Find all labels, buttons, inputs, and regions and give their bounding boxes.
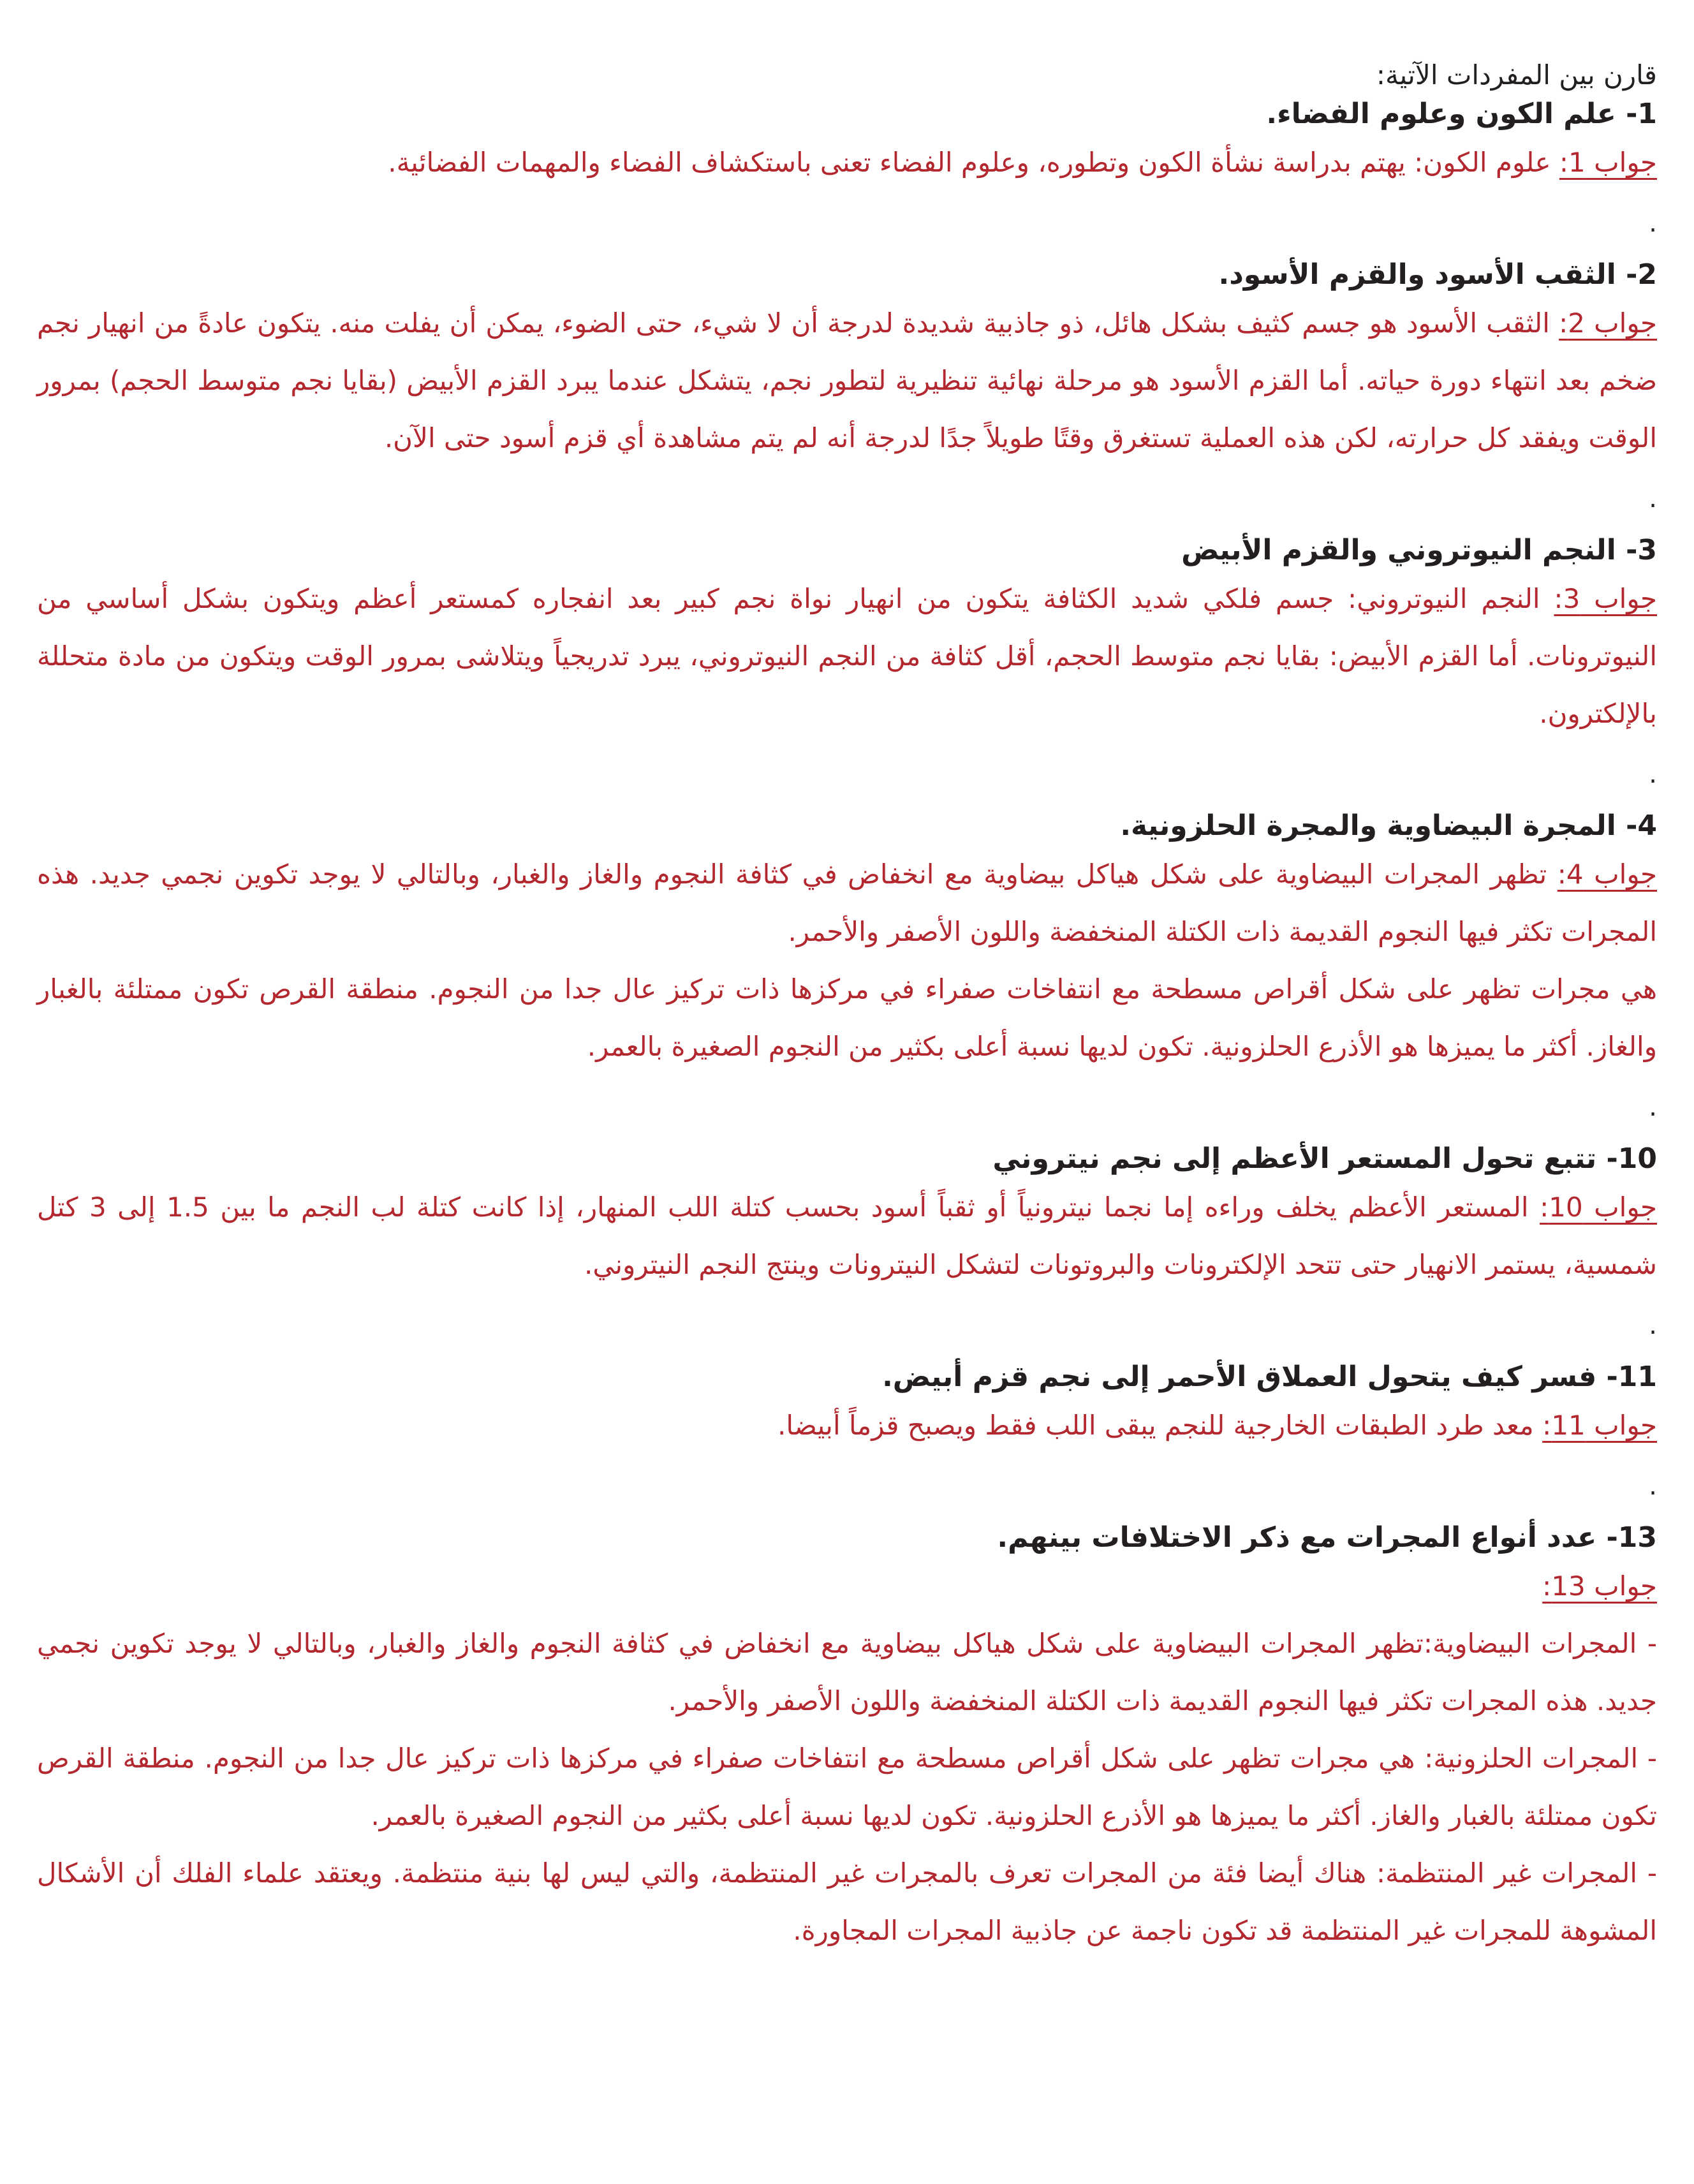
- qa-item-2: [37, 255, 1657, 531]
- answer-11: [37, 1397, 1657, 1454]
- qa-item-3: [37, 531, 1657, 806]
- answer-text-10: المستعر الأعظم يخلف وراءه إما نجما نيترونياً أو ثقباً أسود بحسب كتلة اللب المنهار، إذا كانت كتلة لب النجم ما بين 1.5 إلى 3 كتل شمسية، يستمر الانهيار حتى تتحد الإلكترونات والبروتونات لتشكل النيترونات وينتج النجم النيتروني.: [37, 1192, 1657, 1280]
- answer-text-11: معد طرد الطبقات الخارجية للنجم يبقى اللب فقط ويصبح قزماً أبيضا.: [777, 1410, 1534, 1441]
- answer-label-13: جواب 13:: [1542, 1570, 1657, 1602]
- separator-10: .: [1649, 1311, 1657, 1340]
- separator-3: .: [1649, 760, 1657, 789]
- answer-13-elliptical: - المجرات البيضاوية:تظهر المجرات البيضاوية على شكل هياكل بيضاوية مع انخفاض في كثافة النجوم والغاز والغبار، وبالتالي لا يوجد تكوين نجمي جديد. هذه المجرات تكثر فيها النجوم القديمة ذات الكتلة المنخفضة واللون الأصفر والأحمر.: [37, 1628, 1657, 1716]
- answer-4: [37, 846, 1657, 961]
- answer-1: [37, 134, 1657, 191]
- answer-label-3: جواب 3:: [1554, 583, 1658, 614]
- question-2: 2- الثقب الأسود والقزم الأسود.: [1218, 258, 1657, 291]
- question-10: 10- تتبع تحول المستعر الأعظم إلى نجم نيتروني: [992, 1142, 1657, 1175]
- answer-text-1: علوم الكون: يهتم بدراسة نشأة الكون وتطوره، وعلوم الفضاء تعنى باستكشاف الفضاء والمهمات الفضائية.: [388, 147, 1551, 178]
- qa-item-1: [37, 94, 1657, 255]
- qa-item-13: [37, 1518, 1657, 1959]
- answer-text-3: النجم النيوتروني: جسم فلكي شديد الكثافة يتكون من انهيار نواة نجم كبير بعد انفجاره كمستعر أعظم ويتكون بشكل أساسي من النيوترونات. أما القزم الأبيض: بقايا نجم متوسط الحجم، أقل كثافة من النجم النيوتروني، يبرد تدريجياً ويتلاشى بمرور الوقت ويتكون من مادة متحللة بالإلكترون.: [37, 583, 1657, 729]
- separator-1: .: [1649, 209, 1657, 238]
- qa-item-10: [37, 1139, 1657, 1357]
- answer-13-label-line: [37, 1558, 1657, 1615]
- answer-label-1: جواب 1:: [1559, 147, 1657, 178]
- qa-item-4: [37, 806, 1657, 1139]
- answer-2: [37, 295, 1657, 467]
- separator-2: .: [1649, 484, 1657, 513]
- question-4: 4- المجرة البيضاوية والمجرة الحلزونية.: [1120, 809, 1657, 842]
- answer-13-spiral: - المجرات الحلزونية: هي مجرات تظهر على شكل أقراص مسطحة مع انتفاخات صفراء في مركزها ذات تركيز عال جدا من النجوم. منطقة القرص تكون ممتلئة بالغبار والغاز. أكثر ما يميزها هو الأذرع الحلزونية. تكون لديها نسبة أعلى بكثير من النجوم الصغيرة بالعمر.: [37, 1743, 1657, 1831]
- question-13: 13- عدد أنواع المجرات مع ذكر الاختلافات بينهم.: [997, 1521, 1657, 1554]
- answer-3: [37, 570, 1657, 742]
- answer-4-paragraph-2: هي مجرات تظهر على شكل أقراص مسطحة مع انتفاخات صفراء في مركزها ذات تركيز عال جدا من النجوم. منطقة القرص تكون ممتلئة بالغبار والغاز. أكثر ما يميزها هو الأذرع الحلزونية. تكون لديها نسبة أعلى بكثير من النجوم الصغيرة بالعمر.: [37, 973, 1657, 1062]
- answer-label-2: جواب 2:: [1559, 307, 1657, 339]
- answer-label-4: جواب 4:: [1557, 859, 1657, 890]
- intro-heading: قارن بين المفردات الآتية:: [1376, 59, 1657, 91]
- separator-11: .: [1649, 1472, 1657, 1501]
- question-1: 1- علم الكون وعلوم الفضاء.: [1266, 98, 1657, 130]
- answer-13-irregular: - المجرات غير المنتظمة: هناك أيضا فئة من المجرات تعرف بالمجرات غير المنتظمة، والتي ليس لها بنية منتظمة. ويعتقد علماء الفلك أن الأشكال المشوهة للمجرات غير المنتظمة قد تكون ناجمة عن جاذبية المجرات المجاورة.: [37, 1857, 1657, 1946]
- answer-label-11: جواب 11:: [1542, 1410, 1657, 1441]
- separator-4: .: [1649, 1093, 1657, 1122]
- question-3: 3- النجم النيوتروني والقزم الأبيض: [1181, 534, 1657, 566]
- answer-text-2: الثقب الأسود هو جسم كثيف بشكل هائل، ذو جاذبية شديدة لدرجة أن لا شيء، حتى الضوء، يمكن أن يفلت منه. يتكون عادةً من انهيار نجم ضخم بعد انتهاء دورة حياته. أما القزم الأسود هو مرحلة نهائية تنظيرية لتطور نجم، يتشكل عندما يبرد القزم الأبيض (بقايا نجم متوسط الحجم) بمرور الوقت ويفقد كل حرارته، لكن هذه العملية تستغرق وقتًا طويلاً جدًا لدرجة أنه لم يتم مشاهدة أي قزم أسود حتى الآن.: [37, 307, 1657, 454]
- question-11: 11- فسر كيف يتحول العملاق الأحمر إلى نجم قزم أبيض.: [882, 1361, 1657, 1393]
- answer-10: [37, 1179, 1657, 1294]
- qa-item-11: [37, 1357, 1657, 1518]
- answer-text-4a: تظهر المجرات البيضاوية على شكل هياكل بيضاوية مع انخفاض في كثافة النجوم والغاز والغبار، وبالتالي لا يوجد تكوين نجمي جديد. هذه المجرات تكثر فيها النجوم القديمة ذات الكتلة المنخفضة واللون الأصفر والأحمر.: [37, 859, 1657, 947]
- answer-label-10: جواب 10:: [1540, 1192, 1657, 1223]
